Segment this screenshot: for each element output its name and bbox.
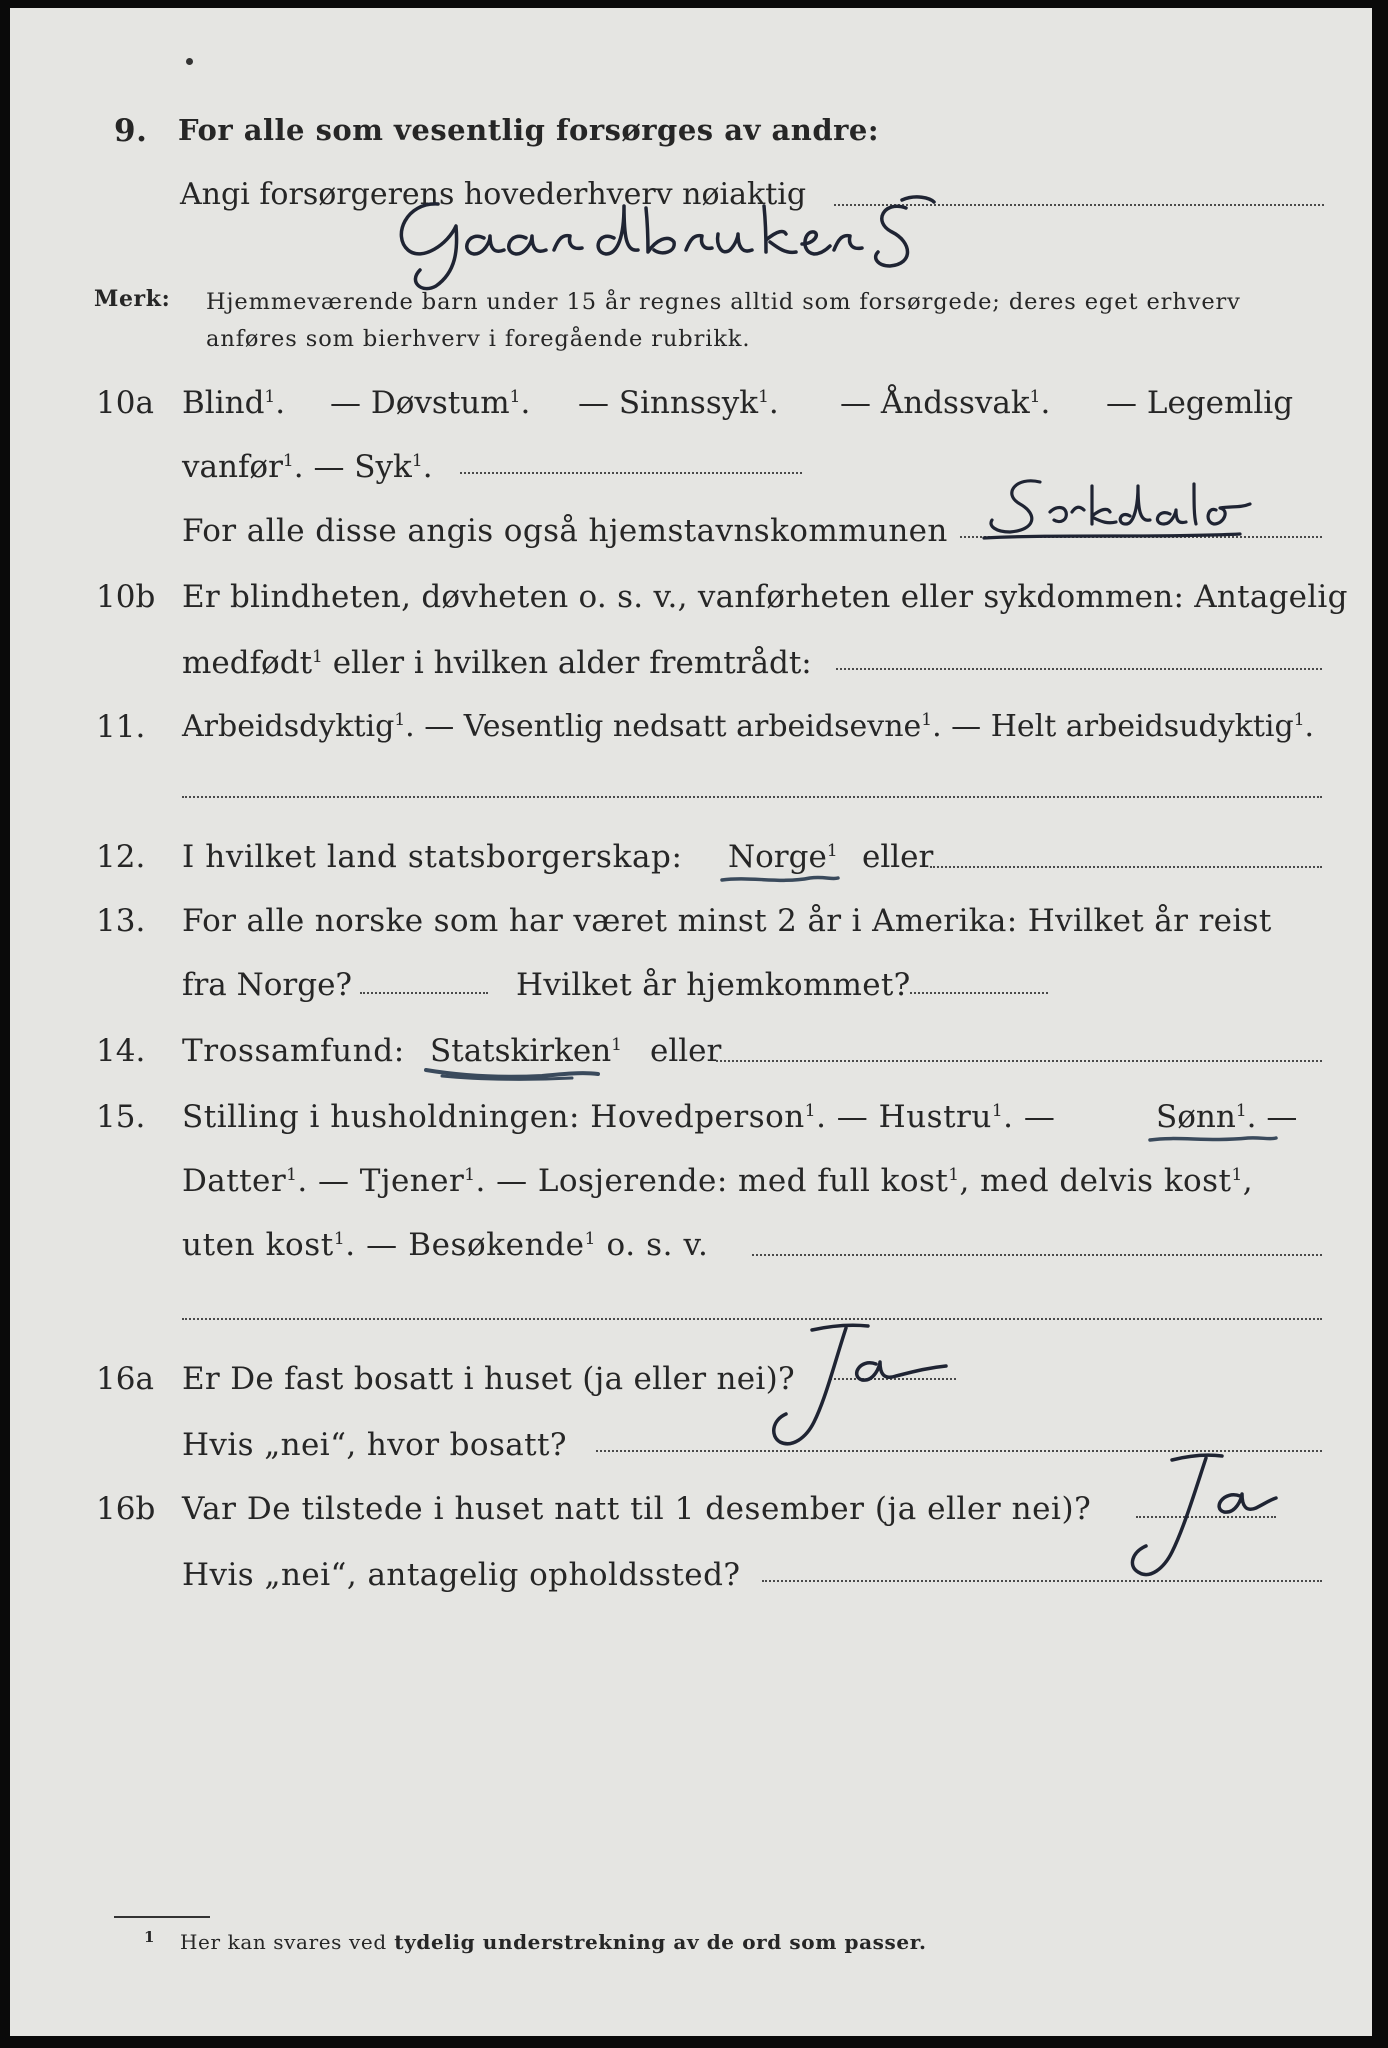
q15-line1: Stilling i husholdningen: Hovedperson$^1$. — Hustru$^1$. — bbox=[182, 1099, 1056, 1135]
q11-text: Arbeidsdyktig$^1$. — Vesentlig nedsatt arbeidsevne$^1$. — Helt arbeidsudyktig$^1$. bbox=[182, 709, 1315, 744]
q13-hjemkommet-line bbox=[910, 992, 1048, 994]
ink-dot bbox=[186, 58, 193, 65]
q12-eller: eller bbox=[862, 839, 934, 875]
q15-line3: uten kost$^1$. — Besøkende$^1$ o. s. v. bbox=[182, 1227, 709, 1263]
q16a-line2: Hvis „nei“, hvor bosatt? bbox=[182, 1427, 567, 1463]
q10a-syk-line bbox=[460, 472, 802, 474]
q12-norge-underline bbox=[720, 872, 840, 886]
q10a-handwritten-answer bbox=[980, 476, 1270, 546]
q15-answer-line-2 bbox=[182, 1318, 1322, 1320]
q10b-line1: Er blindheten, døvheten o. s. v., vanførheten eller sykdommen: Antagelig bbox=[182, 579, 1348, 615]
q14-statskirken-underline bbox=[422, 1064, 602, 1084]
q13-line2a: fra Norge? bbox=[182, 967, 353, 1003]
q16b-handwritten-answer bbox=[1080, 1448, 1280, 1588]
q10b-answer-line bbox=[836, 668, 1322, 670]
merk-label: Merk: bbox=[94, 286, 171, 312]
q16a-line1: Er De fast bosatt i huset (ja eller nei)? bbox=[182, 1361, 795, 1397]
q10a-line2: vanfør$^1$. — Syk$^1$. bbox=[182, 449, 433, 485]
q10b-number: 10b bbox=[96, 579, 156, 615]
merk-line2: anføres som bierhverv i foregående rubrikk. bbox=[206, 326, 751, 352]
q12-number: 12. bbox=[96, 839, 146, 875]
q15-number: 15. bbox=[96, 1099, 146, 1135]
q10a-line3: For alle disse angis også hjemstavnskommunen bbox=[182, 513, 948, 549]
footnote-mark: 1 bbox=[144, 1928, 156, 1946]
q12-text: I hvilket land statsborgerskap: bbox=[182, 839, 683, 875]
q13-number: 13. bbox=[96, 903, 146, 939]
q16b-line2: Hvis „nei“, antagelig opholdssted? bbox=[182, 1557, 741, 1593]
q9-line1: Angi forsørgerens hovederhverv nøiaktig bbox=[180, 177, 807, 212]
q13-line2b: Hvilket år hjemkommet? bbox=[516, 967, 911, 1003]
q14-eller: eller bbox=[650, 1033, 722, 1069]
q14-answer-line bbox=[716, 1060, 1322, 1062]
q14-text: Trossamfund: bbox=[182, 1033, 405, 1069]
q10a-legemlig: — Legemlig bbox=[1106, 385, 1294, 421]
q15-answer-line bbox=[752, 1254, 1322, 1256]
q9-title: For alle som vesentlig forsørges av andre: bbox=[178, 113, 880, 147]
q16b-number: 16b bbox=[96, 1491, 156, 1527]
census-form-page bbox=[10, 8, 1372, 2036]
q10a-blind: Blind$^1$. bbox=[182, 385, 286, 421]
q15-sonn: Sønn$^1$. — bbox=[1156, 1099, 1298, 1135]
q11-answer-line bbox=[182, 796, 1322, 798]
q12-answer-line bbox=[930, 866, 1322, 868]
q15-sonn-underline bbox=[1148, 1132, 1278, 1146]
q9-handwritten-answer bbox=[386, 186, 946, 296]
q10a-andssvak: — Åndssvak$^1$. bbox=[840, 385, 1051, 421]
q15-line2: Datter$^1$. — Tjener$^1$. — Losjerende: med full kost$^1$, med delvis kost$^1$, bbox=[182, 1163, 1254, 1199]
q16a-number: 16a bbox=[96, 1361, 154, 1397]
q13-reist-line bbox=[360, 992, 488, 994]
footnote-rule bbox=[114, 1916, 210, 1918]
q10b-line2: medfødt$^1$ eller i hvilken alder fremtrådt: bbox=[182, 645, 812, 681]
q14-statskirken: Statskirken$^1$ bbox=[430, 1033, 622, 1069]
q12-norge: Norge$^1$ bbox=[728, 839, 838, 875]
q10a-number: 10a bbox=[96, 385, 154, 421]
q13-line1: For alle norske som har været minst 2 år i Amerika: Hvilket år reist bbox=[182, 903, 1272, 939]
q16a-handwritten-answer bbox=[756, 1318, 956, 1458]
q11-number: 11. bbox=[96, 709, 146, 745]
q9-number: 9. bbox=[114, 113, 148, 149]
q14-number: 14. bbox=[96, 1033, 146, 1069]
merk-line1: Hjemmeværende barn under 15 år regnes alltid som forsørgede; deres eget erhverv bbox=[206, 289, 1241, 315]
q10a-dovstum: — Døvstum$^1$. bbox=[330, 385, 531, 421]
q10a-sinnssyk: — Sinnssyk$^1$. bbox=[578, 385, 779, 421]
q16b-opholdssted-line bbox=[762, 1580, 1322, 1582]
footnote-text: Her kan svares ved tydelig understrekning av de ord som passer. bbox=[180, 1930, 927, 1954]
q16b-line1: Var De tilstede i huset natt til 1 desember (ja eller nei)? bbox=[182, 1491, 1092, 1527]
